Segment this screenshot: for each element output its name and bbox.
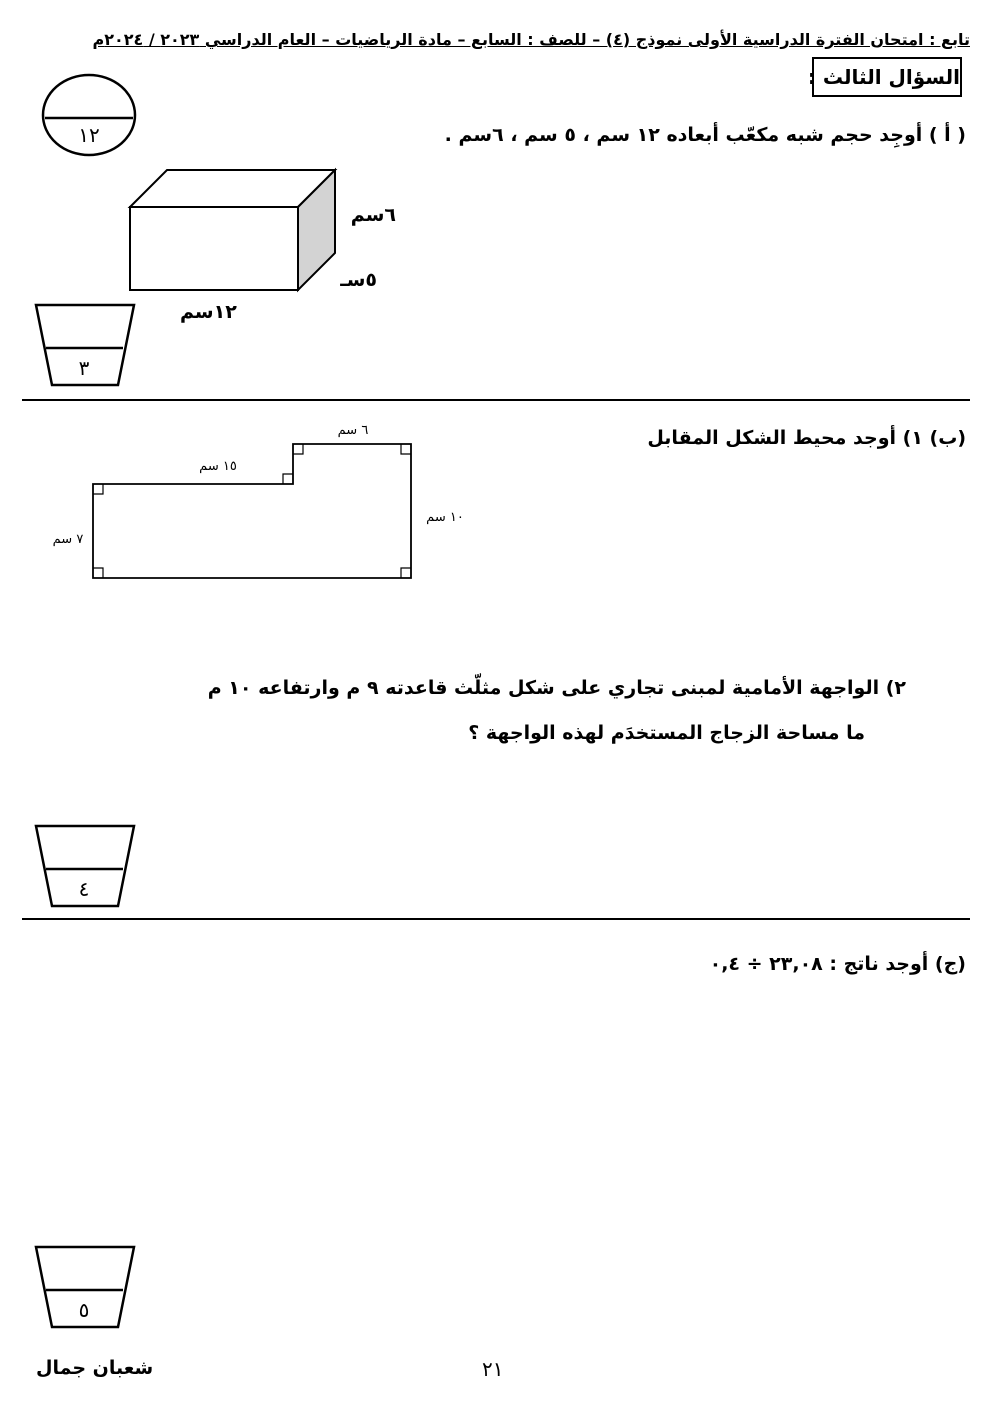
total-score-value: ١٢ [78,123,100,147]
side-label-right: ١٠ سم [426,510,464,525]
score-c-value: ٥ [78,1298,90,1322]
part-b-question-2-line-1: ٢) الواجهة الأمامية لمبنى تجاري على شكل مثلّث قاعدته ٩ م وارتفاعه ١٠ م [207,677,906,699]
total-score-circle [38,72,142,160]
cuboid-length-label: ١٢سم [180,301,237,323]
question-title: السؤال الثالث : [812,57,962,97]
cuboid-height-label: ٦سم [350,204,396,226]
divider-1 [22,399,970,401]
perimeter-figure [40,412,480,587]
score-cup-c [34,1245,138,1330]
cuboid-depth-label: ٥سـ [340,269,377,291]
page-number: ٢١ [482,1357,504,1381]
score-cup-b [34,824,138,909]
side-label-left: ٧ سم [52,532,84,547]
part-a-question: ( أ ) أوجِد حجم شبه مكعّب أبعاده ١٢ سم ، ٥ سم ، ٦سم . [444,124,966,146]
score-a-value: ٣ [78,356,90,380]
author-name: شعبان جمال [36,1357,154,1379]
part-b-question-1: (ب) ١) أوجد محيط الشكل المقابل [647,427,966,449]
side-label-middle: ١٥ سم [199,459,237,474]
part-c-question: (ج) أوجد ناتج : ٢٣,٠٨ ÷ ٠,٤ [709,953,966,975]
part-b-question-2-line-2: ما مساحة الزجاج المستخدَم لهذه الواجهة ؟ [468,722,865,744]
cuboid-figure [120,160,420,295]
exam-header: تابع : امتحان الفترة الدراسية الأولى نموذج (٤) – للصف : السابع – مادة الرياضيات – العام الدراسي ٢٠٢٣ / ٢٠٢٤م [92,30,970,49]
score-cup-a [34,303,138,388]
divider-2 [22,918,970,920]
side-label-top: ٦ سم [337,423,369,438]
score-b-value: ٤ [78,877,90,901]
